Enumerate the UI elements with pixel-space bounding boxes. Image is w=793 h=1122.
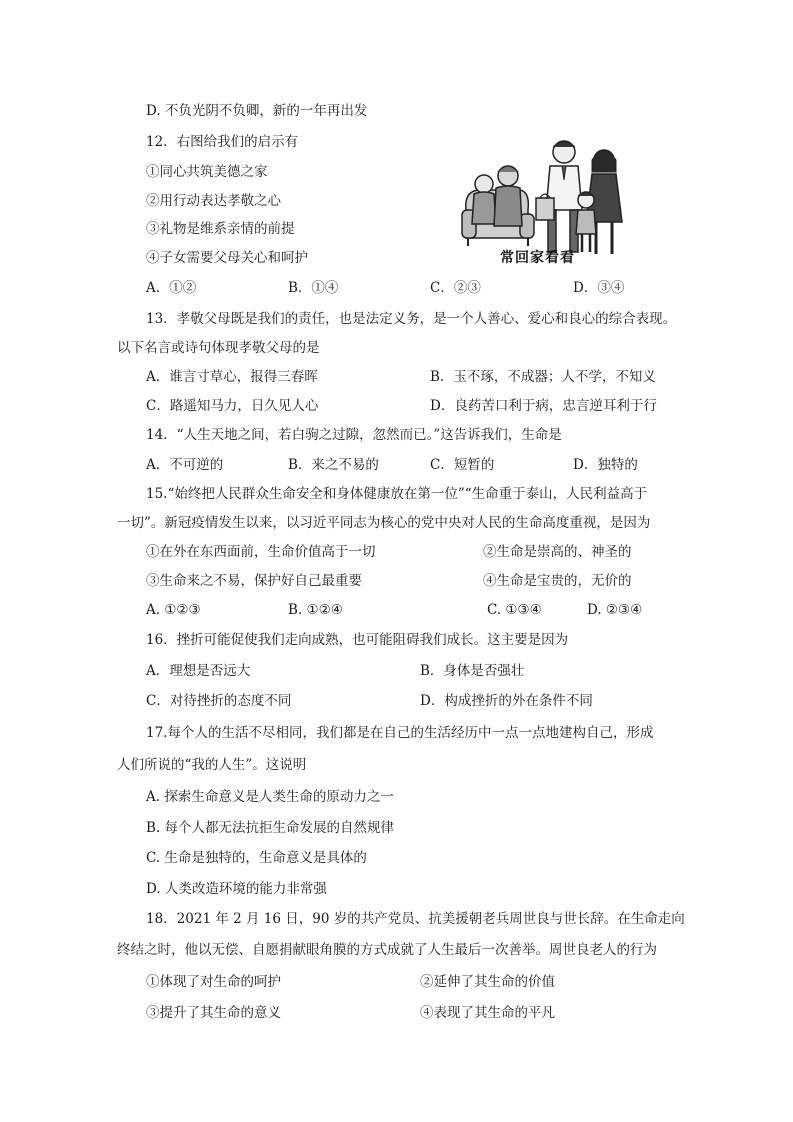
q14-option-d: D．独特的 <box>573 457 638 473</box>
q16-option-d: D．构成挫折的外在条件不同 <box>420 693 593 709</box>
q13-option-b: B．玉不琢，不成器；人不学，不知义 <box>430 369 656 385</box>
q18-statement-1: ①体现了对生命的呵护 <box>146 974 281 990</box>
q12-statement-2: ②用行动表达孝敬之心 <box>146 193 281 209</box>
q16-option-c: C．对待挫折的态度不同 <box>146 693 292 709</box>
q12-statement-4: ④子女需要父母关心和呵护 <box>146 250 308 266</box>
q15-statement-4: ④生命是宝贵的，无价的 <box>483 573 632 589</box>
q18-stem-line1: 18．2021 年 2 月 16 日，90 岁的共产党员、抗美援朝老兵周世良与世长辞。在生命走向 <box>146 911 685 927</box>
q12-statement-3: ③礼物是维系亲情的前提 <box>146 221 295 237</box>
q12-option-a: A．①② <box>146 280 197 296</box>
q15-option-d: D. ②③④ <box>587 602 643 618</box>
q12-option-c: C．②③ <box>430 280 481 296</box>
q15-option-a: A. ①②③ <box>146 602 201 618</box>
q12-option-b: B．①④ <box>288 280 339 296</box>
q13-option-a: A．谁言寸草心，报得三春晖 <box>146 369 318 385</box>
q17-option-d: D. 人类改造环境的能力非常强 <box>146 881 327 897</box>
q18-statement-3: ③提升了其生命的意义 <box>146 1005 281 1021</box>
q17-stem-line2: 人们所说的“我的人生”。这说明 <box>117 757 307 773</box>
q15-statement-3: ③生命来之不易，保护好自己最重要 <box>146 573 362 589</box>
q14-option-b: B．来之不易的 <box>288 457 379 473</box>
q17-option-c: C. 生命是独特的，生命意义是具体的 <box>146 850 367 866</box>
q15-stem-line2: 一切”。新冠疫情发生以来，以习近平同志为核心的党中央对人民的生命高度重视，是因为 <box>117 515 651 531</box>
q15-statement-2: ②生命是崇高的、神圣的 <box>483 544 632 560</box>
q15-option-c: C. ①③④ <box>487 602 542 618</box>
q17-stem-line1: 17.每个人的生活不尽相同，我们都是在自己的生活经历中一点一点地建构自己，形成 <box>146 725 654 741</box>
figure-caption: 常回家看看 <box>500 250 575 266</box>
q17-option-b: B. 每个人都无法抗拒生命发展的自然规律 <box>146 820 395 836</box>
q13-option-d: D．良药苦口利于病，忠言逆耳利于行 <box>430 398 657 414</box>
q12-statement-1: ①同心共筑美德之家 <box>146 164 268 180</box>
q14-option-a: A．不可逆的 <box>146 457 224 473</box>
q15-option-b: B. ①②④ <box>288 602 343 618</box>
q14-option-c: C．短暂的 <box>430 457 495 473</box>
q11-option-d: D. 不负光阴不负卿，新的一年再出发 <box>146 103 368 119</box>
q12-stem: 12．右图给我们的启示有 <box>146 134 299 150</box>
q16-option-b: B．身体是否强壮 <box>420 663 525 679</box>
q15-stem-line1: 15.“始终把人民群众生命安全和身体健康放在第一位”“生命重于泰山，人民利益高于 <box>146 486 648 502</box>
q12-option-d: D．③④ <box>573 280 625 296</box>
q13-stem-line2: 以下名言或诗句体现孝敬父母的是 <box>117 340 320 356</box>
q15-statement-1: ①在外在东西面前，生命价值高于一切 <box>146 544 376 560</box>
q16-option-a: A．理想是否远大 <box>146 663 251 679</box>
q14-stem: 14．“人生天地之间，若白驹之过隙，忽然而已。”这告诉我们，生命是 <box>146 427 562 443</box>
q16-stem: 16．挫折可能促使我们走向成熟，也可能阻碍我们成长。这主要是因为 <box>146 632 569 648</box>
q13-option-c: C．路遥知马力，日久见人心 <box>146 398 319 414</box>
q18-statement-4: ④表现了其生命的平凡 <box>420 1005 555 1021</box>
q17-option-a: A. 探索生命意义是人类生命的原动力之一 <box>146 789 394 805</box>
q18-stem-line2: 终结之时，他以无偿、自愿捐献眼角膜的方式成就了人生最后一次善举。周世良老人的行为 <box>117 942 657 958</box>
q13-stem-line1: 13．孝敬父母既是我们的责任，也是法定义务，是一个人善心、爱心和良心的综合表现。 <box>146 311 677 327</box>
q18-statement-2: ②延伸了其生命的价值 <box>420 974 555 990</box>
